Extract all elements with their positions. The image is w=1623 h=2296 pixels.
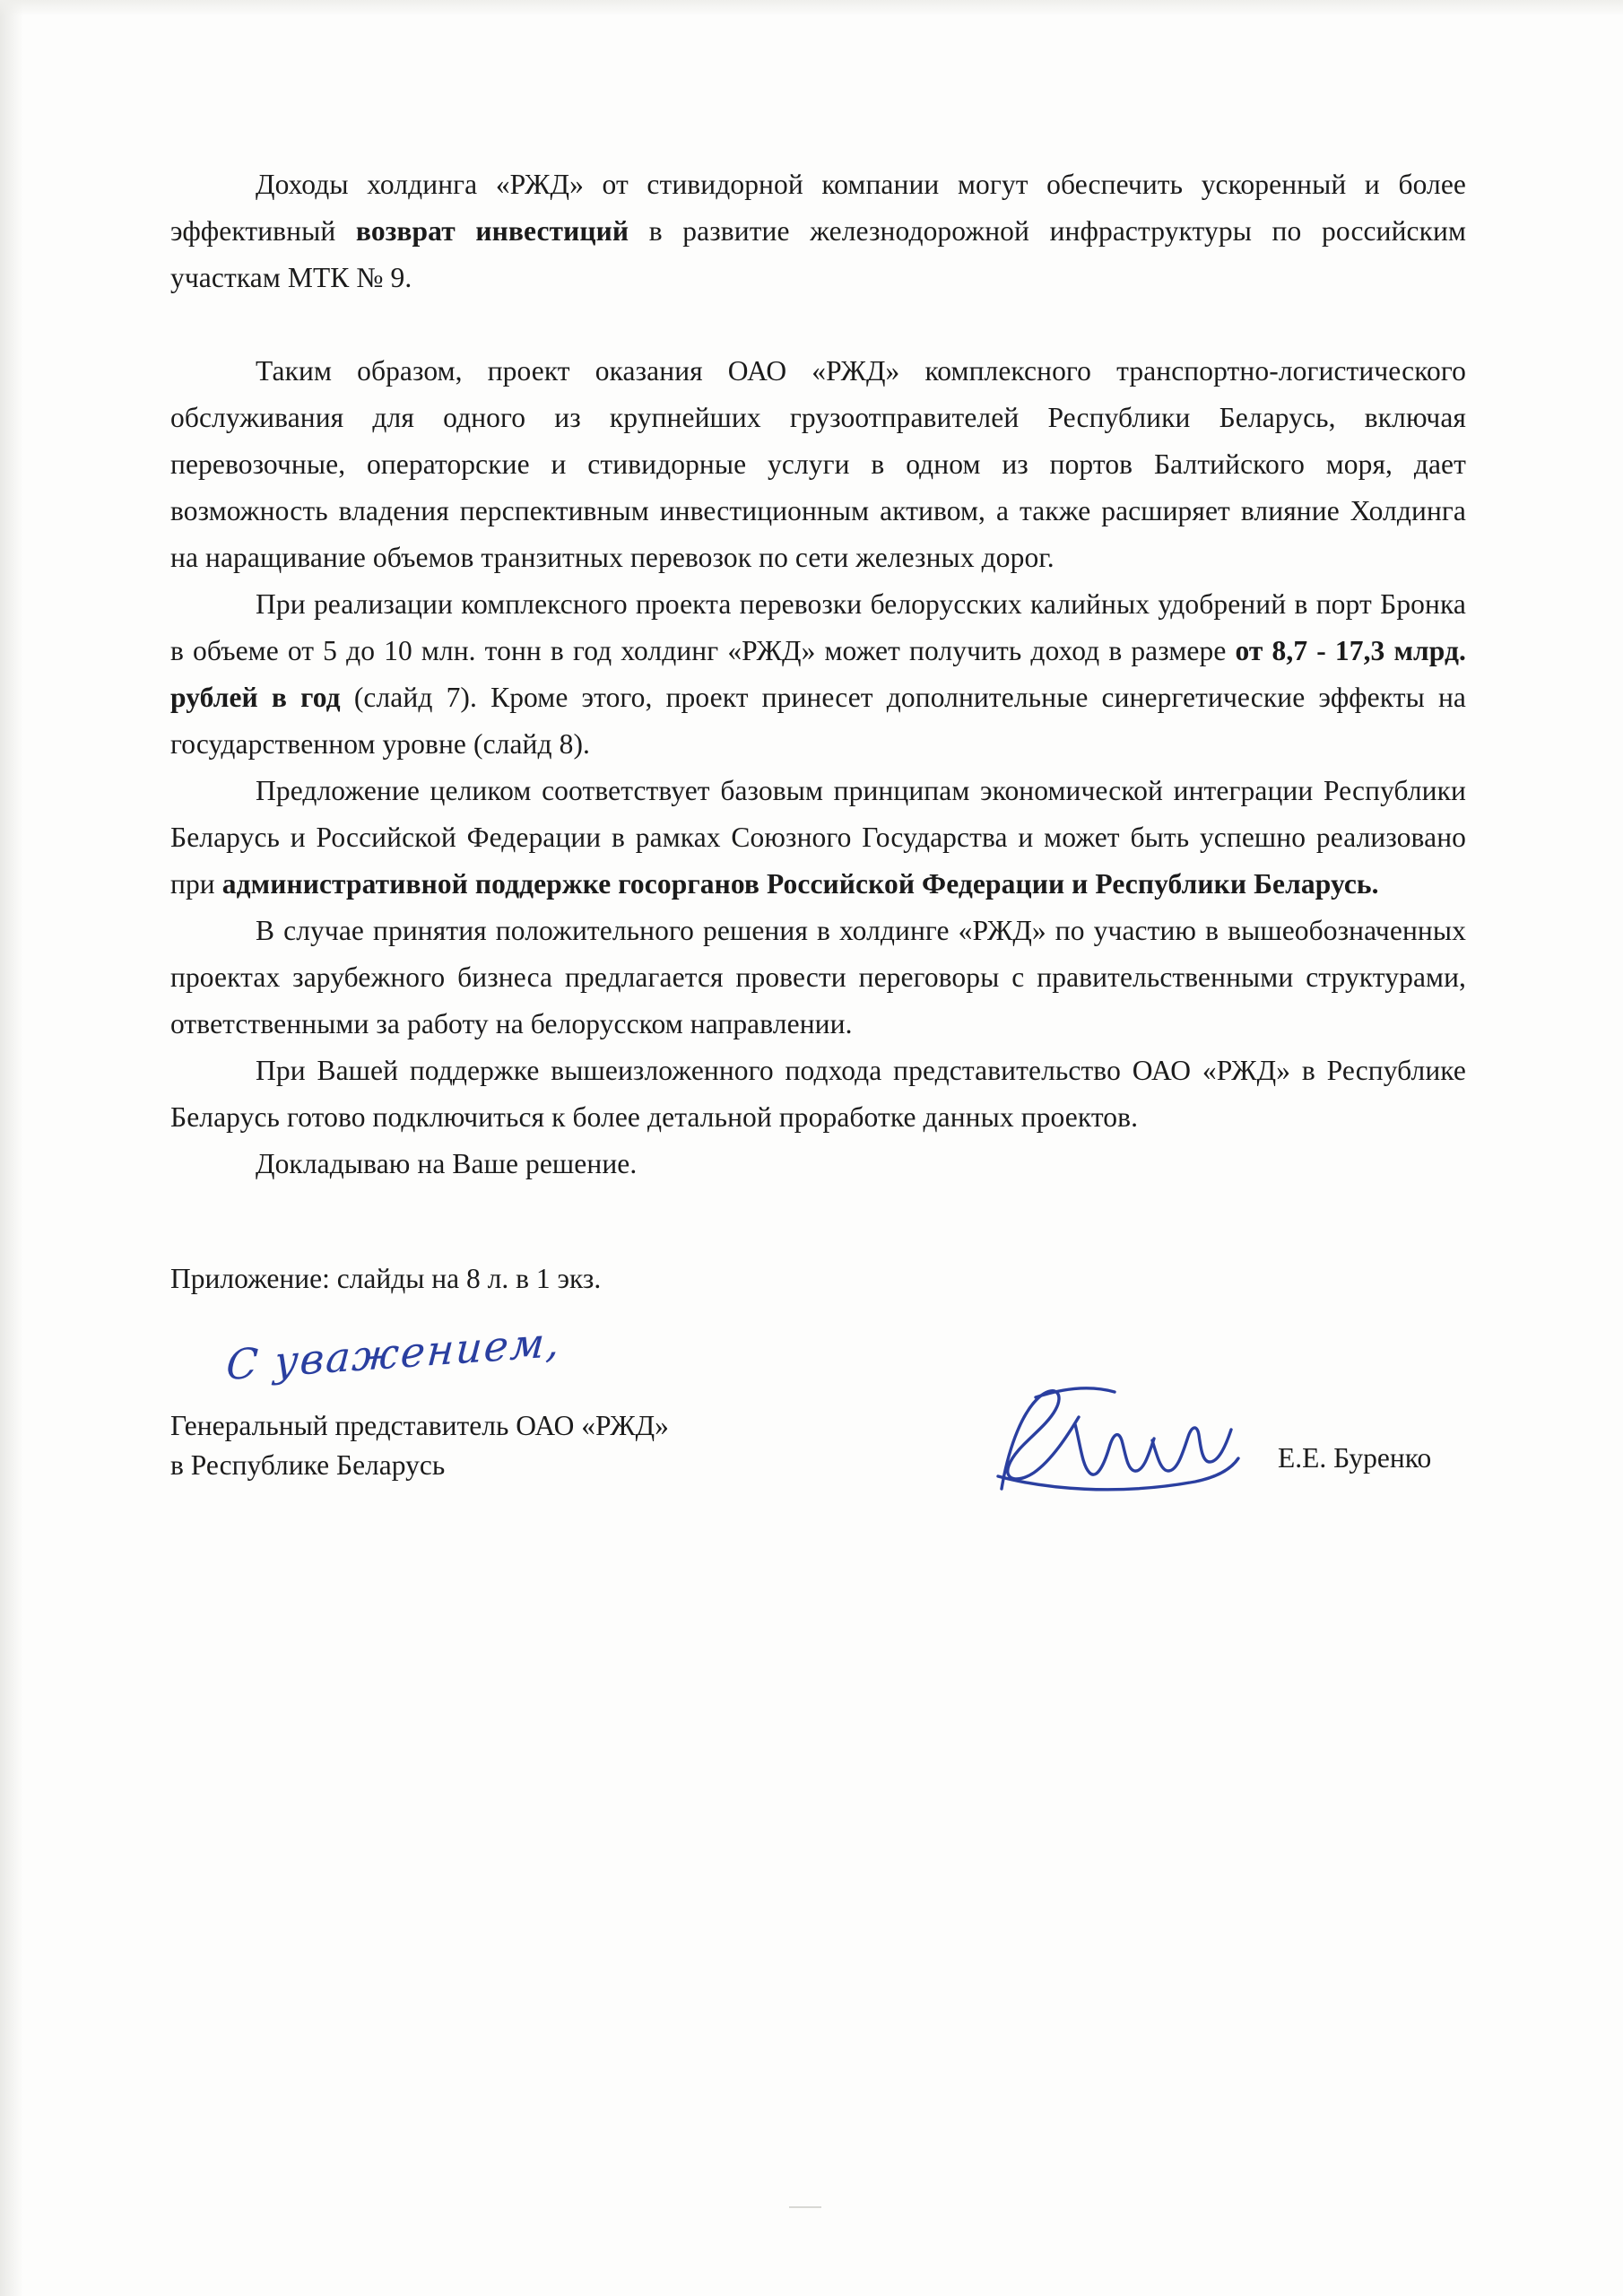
- page-footer-mark: [789, 2206, 821, 2208]
- document-body: [170, 161, 1466, 1512]
- signature-block: [170, 1317, 1466, 1512]
- signer-title: [170, 1406, 669, 1485]
- page-edge-shadow-left: [0, 0, 23, 2296]
- text-run: Докладываю на Ваше решение.: [256, 1148, 638, 1179]
- text-run: В случае принятия положительного решения в холдинге «РЖД» по участию в вышеобозначенных проектах зарубежного бизнеса предлагается провести переговоры с правительственными структурами, ответственными за работу на белорусском направлении.: [170, 915, 1466, 1039]
- attachment-note: Приложение: слайды на 8 л. в 1 экз.: [170, 1263, 602, 1294]
- handwritten-greeting: С уважением,: [224, 1317, 563, 1390]
- emphasis-run: от 8,7 - 17,3 млрд. рублей в год: [170, 635, 1466, 713]
- signer-title-line-1: Генеральный представитель ОАО «РЖД»: [170, 1410, 669, 1441]
- emphasis-run: административной поддержке госорганов Российской Федерации и Республики Беларусь.: [221, 868, 1379, 900]
- paragraph-2: [170, 348, 1466, 581]
- text-run: Таким образом, проект оказания ОАО «РЖД» комплексного транспортно-логистического обслуживания для одного из крупнейших грузоотправителей Республики Беларусь, включая перевозочные, операторские и стивидорные услуги в одном из портов Балтийского моря, дает возможность владения перспективным инвестиционным активом, а также расширяет влияние Холдинга на наращивание объемов транзитных перевозок по сети железных дорог.: [170, 355, 1466, 573]
- paragraph-3: [170, 581, 1466, 768]
- text-run: При Вашей поддержке вышеизложенного подхода представительство ОАО «РЖД» в Республике Беларусь готово подключиться к более детальной проработке данных проектов.: [170, 1055, 1466, 1133]
- text-run: При реализации комплексного проекта перевозки белорусских калийных удобрений в порт Бронка в объеме от 5 до 10 млн. тонн в год холдинг «РЖД» может получить доход в размере: [170, 588, 1466, 666]
- signer-name: Е.Е. Буренко: [1278, 1442, 1432, 1474]
- text-run: Доходы холдинга «РЖД» от стивидорной компании могут обеспечить ускоренный и более эффективный: [170, 169, 1466, 247]
- signer-title-line-2: в Республике Беларусь: [170, 1449, 446, 1481]
- paragraph-1: [170, 161, 1466, 301]
- paragraph-spacer: [170, 301, 1466, 348]
- paragraph-6: [170, 1048, 1466, 1141]
- handwritten-signature-icon: [982, 1383, 1251, 1500]
- text-run: в развитие железнодорожной инфраструктуры по российским участкам МТК № 9.: [170, 215, 1467, 293]
- text-run: Предложение целиком соответствует базовым принципам экономической интеграции Республики Беларусь и Российской Федерации в рамках Союзного Государства и может быть успешно реализовано при: [170, 775, 1466, 900]
- page-edge-shadow-top: [0, 0, 1623, 16]
- paragraph-4: [170, 768, 1466, 908]
- text-run: (слайд 7). Кроме этого, проект принесет дополнительные синергетические эффекты на государственном уровне (слайд 8).: [170, 682, 1466, 760]
- paragraph-5: [170, 908, 1466, 1048]
- emphasis-run: возврат инвестиций: [355, 215, 629, 247]
- paragraph-7: [170, 1141, 1466, 1187]
